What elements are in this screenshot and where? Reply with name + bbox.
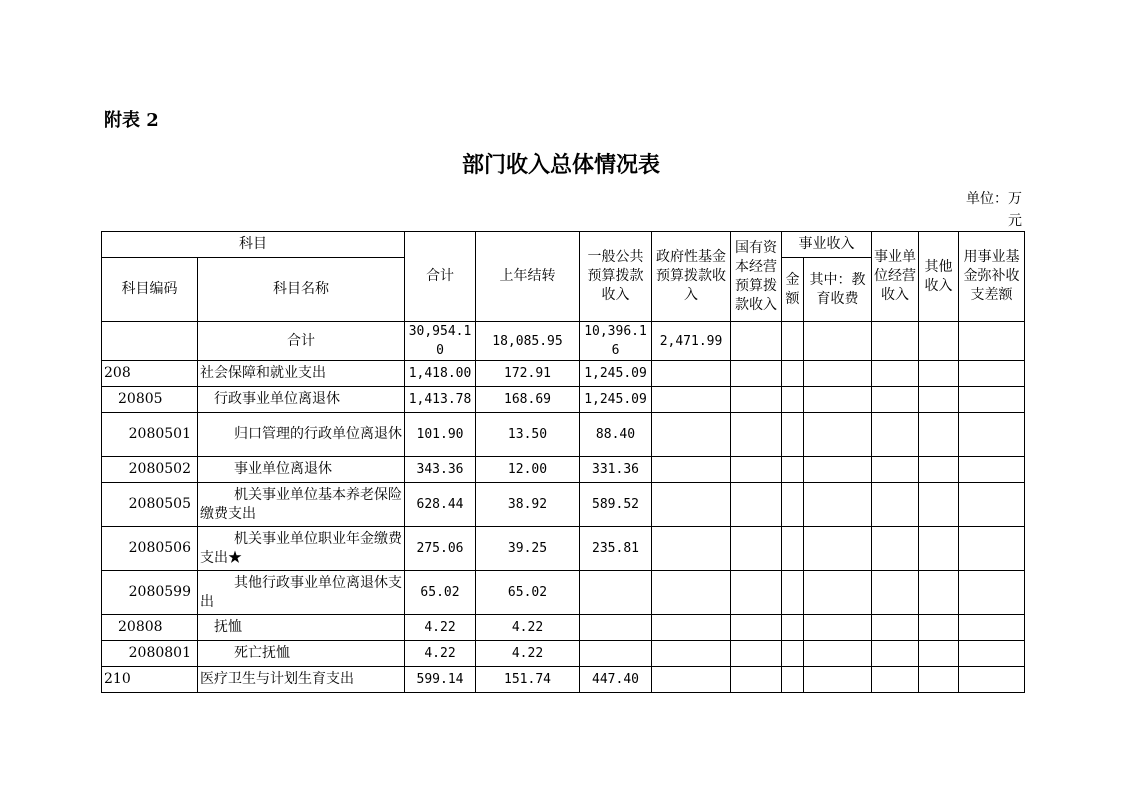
empty-cell (731, 387, 782, 413)
row-general: 235.81 (580, 527, 652, 571)
empty-cell (804, 527, 872, 571)
empty-cell (959, 641, 1025, 667)
empty-cell (919, 615, 959, 641)
empty-cell (804, 361, 872, 387)
row-name: 抚恤 (198, 615, 405, 641)
row-code: 2080505 (102, 483, 198, 527)
header-code: 科目编码 (102, 258, 198, 322)
empty-cell (782, 361, 804, 387)
row-carryover: 168.69 (476, 387, 580, 413)
row-carryover: 38.92 (476, 483, 580, 527)
empty-cell (731, 413, 782, 457)
unit-label: 单位：万元 (966, 191, 1022, 229)
table-row (102, 361, 1025, 387)
row-general (580, 641, 652, 667)
row-carryover: 13.50 (476, 413, 580, 457)
appendix-label: 附表 2 (104, 110, 159, 131)
empty-cell (872, 527, 919, 571)
row-general (580, 615, 652, 641)
row-name: 机关事业单位职业年金缴费支出★ (198, 527, 405, 571)
row-name: 事业单位离退休 (198, 457, 405, 483)
total-label: 合计 (198, 322, 405, 361)
empty-cell (919, 413, 959, 457)
empty-cell (652, 361, 731, 387)
empty-cell (782, 571, 804, 615)
header-business: 事业收入 (782, 232, 872, 258)
empty-cell (782, 387, 804, 413)
empty-cell (804, 667, 872, 693)
empty-cell (731, 322, 782, 361)
row-carryover: 12.00 (476, 457, 580, 483)
empty-cell (959, 615, 1025, 641)
row-general: 1,245.09 (580, 361, 652, 387)
empty-cell (919, 322, 959, 361)
row-total: 628.44 (405, 483, 476, 527)
total-carryover: 18,085.95 (476, 322, 580, 361)
header-subject: 科目 (102, 232, 405, 258)
empty-cell (652, 413, 731, 457)
row-carryover: 4.22 (476, 641, 580, 667)
empty-cell (959, 667, 1025, 693)
empty-cell (731, 641, 782, 667)
row-total: 599.14 (405, 667, 476, 693)
empty-cell (919, 527, 959, 571)
empty-cell (652, 571, 731, 615)
empty-cell (872, 641, 919, 667)
empty-cell (959, 361, 1025, 387)
page-title: 部门收入总体情况表 (461, 152, 660, 178)
header-carryover: 上年结转 (476, 232, 580, 322)
row-code: 2080801 (102, 641, 198, 667)
row-total: 343.36 (405, 457, 476, 483)
empty-cell (804, 322, 872, 361)
total-gov-fund: 2,471.99 (652, 322, 731, 361)
row-general: 1,245.09 (580, 387, 652, 413)
empty-cell (804, 615, 872, 641)
table-row (102, 615, 1025, 641)
row-total: 1,413.78 (405, 387, 476, 413)
table-row (102, 571, 1025, 615)
header-amount: 金额 (782, 258, 804, 322)
empty-cell (919, 483, 959, 527)
row-name: 社会保障和就业支出 (198, 361, 405, 387)
empty-cell (919, 457, 959, 483)
empty-cell (804, 641, 872, 667)
row-general: 447.40 (580, 667, 652, 693)
row-total: 65.02 (405, 571, 476, 615)
total-general: 10,396.16 (580, 322, 652, 361)
empty-cell (959, 457, 1025, 483)
header-state-capital: 国有资本经营预算拨款收入 (731, 232, 782, 322)
table-row (102, 387, 1025, 413)
total-total: 30,954.10 (405, 322, 476, 361)
empty-cell (804, 571, 872, 615)
empty-cell (652, 387, 731, 413)
table-row (102, 483, 1025, 527)
empty-cell (782, 615, 804, 641)
empty-cell (782, 483, 804, 527)
empty-cell (731, 361, 782, 387)
table-row (102, 413, 1025, 457)
empty-cell (731, 615, 782, 641)
empty-cell (652, 667, 731, 693)
empty-cell (731, 457, 782, 483)
row-name: 机关事业单位基本养老保险缴费支出 (198, 483, 405, 527)
empty-cell (959, 322, 1025, 361)
row-name: 死亡抚恤 (198, 641, 405, 667)
row-general: 88.40 (580, 413, 652, 457)
empty-cell (959, 387, 1025, 413)
row-total: 1,418.00 (405, 361, 476, 387)
empty-cell (804, 483, 872, 527)
row-code: 208 (102, 361, 198, 387)
table-row (102, 457, 1025, 483)
row-name: 归口管理的行政单位离退休 (198, 413, 405, 457)
empty-cell (872, 457, 919, 483)
row-name: 医疗卫生与计划生育支出 (198, 667, 405, 693)
row-code: 2080506 (102, 527, 198, 571)
empty-cell (804, 413, 872, 457)
row-total: 4.22 (405, 615, 476, 641)
empty-cell (804, 387, 872, 413)
header-gov-fund: 政府性基金预算拨款收入 (652, 232, 731, 322)
empty-cell (872, 571, 919, 615)
row-carryover: 172.91 (476, 361, 580, 387)
table-row (102, 667, 1025, 693)
row-carryover: 4.22 (476, 615, 580, 641)
row-total: 101.90 (405, 413, 476, 457)
empty-cell (782, 322, 804, 361)
row-carryover: 39.25 (476, 527, 580, 571)
row-total: 4.22 (405, 641, 476, 667)
empty-cell (872, 387, 919, 413)
empty-cell (872, 483, 919, 527)
empty-cell (731, 483, 782, 527)
empty-cell (872, 667, 919, 693)
empty-cell (731, 667, 782, 693)
empty-cell (652, 483, 731, 527)
header-total: 合计 (405, 232, 476, 322)
header-general: 一般公共预算拨款收入 (580, 232, 652, 322)
empty-cell (652, 527, 731, 571)
empty-cell (872, 615, 919, 641)
empty-cell (731, 571, 782, 615)
empty-cell (919, 641, 959, 667)
row-code: 210 (102, 667, 198, 693)
empty-cell (872, 322, 919, 361)
empty-cell (652, 615, 731, 641)
row-carryover: 65.02 (476, 571, 580, 615)
empty-cell (782, 527, 804, 571)
table-row (102, 641, 1025, 667)
empty-cell (959, 527, 1025, 571)
row-general: 589.52 (580, 483, 652, 527)
empty-cell (919, 667, 959, 693)
row-code: 20805 (102, 387, 198, 413)
empty-cell (782, 667, 804, 693)
empty-cell (919, 387, 959, 413)
row-carryover: 151.74 (476, 667, 580, 693)
empty-cell (782, 413, 804, 457)
row-code: 2080599 (102, 571, 198, 615)
empty-cell (919, 361, 959, 387)
header-operating: 事业单位经营收入 (872, 232, 919, 322)
row-code: 2080502 (102, 457, 198, 483)
empty-cell (652, 457, 731, 483)
total-code-cell (102, 322, 198, 361)
empty-cell (919, 571, 959, 615)
empty-cell (804, 457, 872, 483)
row-total: 275.06 (405, 527, 476, 571)
row-code: 2080501 (102, 413, 198, 457)
header-surplus: 用事业基金弥补收支差额 (959, 232, 1025, 322)
header-edu-fee: 其中：教育收费 (804, 258, 872, 322)
empty-cell (959, 483, 1025, 527)
header-other: 其他收入 (919, 232, 959, 322)
table-row (102, 527, 1025, 571)
header-name: 科目名称 (198, 258, 405, 322)
empty-cell (731, 527, 782, 571)
income-table (101, 231, 1025, 693)
total-row (102, 322, 1025, 361)
row-name: 行政事业单位离退休 (198, 387, 405, 413)
empty-cell (782, 641, 804, 667)
empty-cell (959, 413, 1025, 457)
row-name: 其他行政事业单位离退休支出 (198, 571, 405, 615)
row-general (580, 571, 652, 615)
row-general: 331.36 (580, 457, 652, 483)
empty-cell (872, 361, 919, 387)
empty-cell (782, 457, 804, 483)
empty-cell (872, 413, 919, 457)
row-code: 20808 (102, 615, 198, 641)
empty-cell (959, 571, 1025, 615)
empty-cell (652, 641, 731, 667)
